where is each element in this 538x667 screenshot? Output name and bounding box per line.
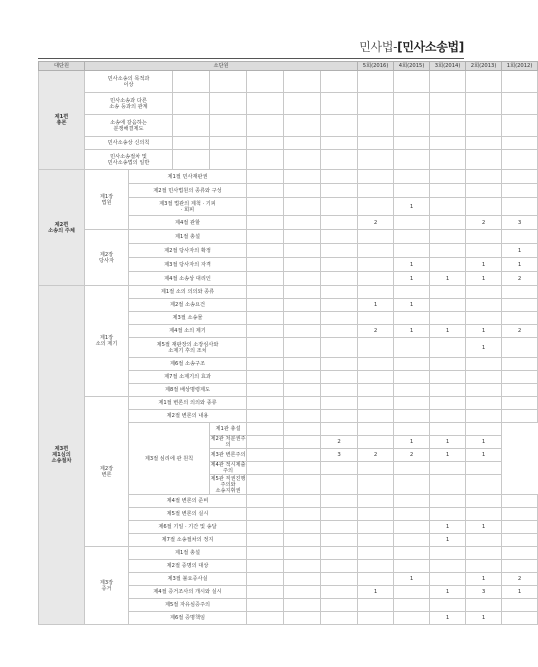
year-count [466,534,502,547]
year-count [502,521,538,534]
year-count [394,462,430,475]
year-count [466,115,502,137]
row-label: 제5절 변론의 실시 [129,508,247,521]
table-row [39,286,538,299]
year-count [394,137,430,150]
year-count [394,170,430,184]
year-count [466,150,502,170]
row-label: 제6절 증명책임 [129,612,247,625]
year-count [430,475,466,495]
year-count [358,560,394,573]
year-count [502,384,538,397]
year-count [430,560,466,573]
row-label: 제8절 배상명령제도 [129,384,247,397]
year-count [394,312,430,325]
table-row [39,547,538,560]
exam-frequency-table [38,61,538,625]
year-count [394,599,430,612]
year-count: 1 [430,521,466,534]
table-row [39,137,538,150]
year-count [502,508,538,521]
year-count [430,115,466,137]
year-count [394,150,430,170]
year-count: 1 [358,586,394,599]
year-count [466,462,502,475]
year-count [502,560,538,573]
year-count [358,184,394,198]
row-label: 제1절 소의 의의와 종류 [129,286,247,299]
year-count [394,384,430,397]
row-label: 제5절 재판장의 소장심사와 소제기 후의 조치 [129,338,247,358]
year-count: 1 [466,573,502,586]
year-count [358,358,394,371]
year-count [394,93,430,115]
year-count [394,521,430,534]
year-count [430,150,466,170]
row-label: 제1절 변론의 의의와 종류 [129,397,247,410]
year-count [502,286,538,299]
year-count [394,547,430,560]
part-label: 제3편 제1심의 소송절차 [39,286,85,625]
row-label: 제4관 적시제출주의 [210,462,246,474]
page-title-prefix: 민사법- [359,40,398,54]
row-label: 제4절 소의 제기 [129,325,247,338]
year-count [502,358,538,371]
year-count [358,244,394,258]
year-count [394,338,430,358]
year-count [358,230,394,244]
year-count: 3 [321,449,358,462]
year-count [394,71,430,93]
year-count [430,244,466,258]
year-count [358,93,394,115]
header-part: 대단원 [39,62,85,71]
row-label: 민사소송과 다른 소송 등과의 관계 [85,93,173,115]
year-count [358,612,394,625]
row-label: 제2관 처분권주의 [210,436,246,448]
year-count: 1 [502,244,538,258]
year-count: 1 [466,612,502,625]
table-row [39,93,538,115]
year-count [358,137,394,150]
row-label: 제7절 소송절차의 정지 [129,534,247,547]
year-count [466,170,502,184]
row-label: 제2절 변론의 내용 [129,410,247,423]
year-count [394,586,430,599]
year-count [394,115,430,137]
year-count [466,599,502,612]
year-count: 2 [358,449,394,462]
year-count [394,230,430,244]
year-count [466,547,502,560]
year-count [466,184,502,198]
year-count: 2 [394,449,430,462]
row-label: 제1절 총설 [129,230,247,244]
year-count [466,423,502,436]
year-count [430,462,466,475]
year-count [358,410,394,423]
year-count [358,286,394,299]
year-count: 3 [466,586,502,599]
year-count: 1 [466,325,502,338]
table-row [39,115,538,137]
row-label: 제6절 소송구조 [129,358,247,371]
year-count [430,71,466,93]
year-count: 2 [466,216,502,230]
year-count [321,423,358,436]
year-count [358,71,394,93]
year-count: 1 [466,449,502,462]
year-count [358,170,394,184]
row-label: 소송에 갈음하는 분쟁해결제도 [85,115,173,137]
year-count [502,115,538,137]
chapter-label: 제3장 증거 [85,547,129,625]
year-count: 1 [430,436,466,449]
year-count [502,312,538,325]
year-count [502,599,538,612]
page-title-subject: [민사소송법] [397,40,464,54]
year-count [394,244,430,258]
section-label: 제3절 심리에 관 원칙 [129,423,210,495]
year-count: 1 [358,299,394,312]
year-count [430,547,466,560]
year-count [502,534,538,547]
year-count [321,462,358,475]
year-count [358,521,394,534]
year-count [430,397,466,410]
year-count [502,137,538,150]
header-year: 1회(2012) [502,62,538,71]
part-label: 제1편 총론 [39,71,85,170]
year-count [466,371,502,384]
chapter-label: 제1장 소의 제기 [85,286,129,397]
year-count [430,170,466,184]
year-count [502,410,538,423]
row-label: 제1절 총설 [129,547,247,560]
row-label: 민사소송의 목적과 이상 [85,71,173,93]
row-label: 민사소송절차 및 민사소송법의 일반 [85,150,173,170]
year-count [430,384,466,397]
year-count [502,547,538,560]
year-count: 1 [394,573,430,586]
year-count [466,475,502,495]
year-count [466,137,502,150]
header-year: 5회(2016) [358,62,394,71]
year-count [430,184,466,198]
year-count [466,93,502,115]
header-year: 4회(2015) [394,62,430,71]
year-count [394,560,430,573]
year-count [502,495,538,508]
row-label: 제6절 기일 · 기간 및 송달 [129,521,247,534]
year-count: 1 [394,436,430,449]
year-count [466,560,502,573]
year-count [358,371,394,384]
year-count [358,547,394,560]
year-count [394,612,430,625]
year-count [466,397,502,410]
table-row [39,170,538,184]
year-count [502,371,538,384]
year-count [358,534,394,547]
row-label: 제4절 증거조사의 개시와 실시 [129,586,247,599]
year-count [502,198,538,216]
row-label: 제1관 총설 [210,423,247,436]
year-count: 2 [502,272,538,286]
chapter-label: 제2장 변론 [85,397,129,547]
year-count [502,71,538,93]
row-label: 제4절 소송상 대리인 [129,272,247,286]
year-count [430,495,466,508]
year-count [358,338,394,358]
year-count: 1 [466,436,502,449]
year-count [466,358,502,371]
header-unit: 소단원 [85,62,358,71]
year-count: 1 [430,534,466,547]
year-count [394,216,430,230]
year-count [430,312,466,325]
year-count [502,338,538,358]
year-count [466,198,502,216]
header-year: 3회(2014) [430,62,466,71]
year-count [430,216,466,230]
row-label: 제3절 당사자의 자격 [129,258,247,272]
year-count [430,508,466,521]
table-header-row [39,62,538,71]
year-count [466,244,502,258]
row-label: 민사소송상 신의칙 [85,137,173,150]
year-count [430,137,466,150]
year-count [430,371,466,384]
year-count [466,230,502,244]
year-count: 1 [430,325,466,338]
row-label: 제1절 민사재판권 [129,170,247,184]
year-count [430,573,466,586]
year-count [394,184,430,198]
year-count [358,150,394,170]
year-count [394,410,430,423]
year-count [430,599,466,612]
year-count [430,198,466,216]
year-count [358,312,394,325]
year-count [466,71,502,93]
year-count [430,338,466,358]
year-count [394,423,430,436]
year-count [502,150,538,170]
year-count [466,312,502,325]
year-count [394,397,430,410]
year-count [430,358,466,371]
part-label: 제2편 소송의 주체 [39,170,85,286]
year-count [358,397,394,410]
year-count [430,410,466,423]
year-count [502,230,538,244]
year-count [358,272,394,286]
year-count [394,495,430,508]
table-row [39,230,538,244]
row-label: 제4절 변론의 준비 [129,495,247,508]
year-count: 1 [430,449,466,462]
year-count [502,397,538,410]
year-count [358,508,394,521]
year-count [358,462,394,475]
year-count: 1 [466,521,502,534]
row-label: 제7절 소제기의 효과 [129,371,247,384]
year-count [466,384,502,397]
year-count: 2 [502,573,538,586]
row-label: 제2절 소송요건 [129,299,247,312]
year-count [358,436,394,449]
year-count [358,573,394,586]
year-count: 1 [466,272,502,286]
table-row [39,150,538,170]
row-label: 제5관 직권진행주의와 소송지휘권 [210,475,246,494]
year-count [358,198,394,216]
year-count [394,534,430,547]
year-count: 2 [358,216,394,230]
row-label: 제2절 민사법원의 종류와 구성 [129,184,247,198]
year-count: 1 [394,325,430,338]
year-count [394,508,430,521]
row-label: 제3절 법관의 제척 · 기피 · 회피 [129,198,247,216]
year-count [358,599,394,612]
year-count [358,384,394,397]
year-count: 1 [466,338,502,358]
year-count [430,286,466,299]
year-count [394,286,430,299]
year-count [358,258,394,272]
year-count: 1 [430,612,466,625]
year-count [430,299,466,312]
chapter-label: 제2장 당사자 [85,230,129,286]
year-count: 2 [502,325,538,338]
page-title [359,38,464,55]
year-count [430,93,466,115]
year-count [430,230,466,244]
year-count [466,495,502,508]
year-count [321,475,358,495]
year-count [502,170,538,184]
year-count [466,286,502,299]
year-count [394,371,430,384]
table-row [39,71,538,93]
year-count [430,258,466,272]
year-count [466,508,502,521]
year-count: 1 [502,586,538,599]
year-count: 2 [358,325,394,338]
year-count [394,358,430,371]
year-count: 2 [321,436,358,449]
year-count [502,612,538,625]
year-count: 1 [394,272,430,286]
row-label: 제3관 변론주의 [210,449,247,462]
year-count: 1 [466,258,502,272]
year-count [466,410,502,423]
year-count: 1 [502,258,538,272]
year-count: 1 [430,272,466,286]
year-count: 3 [502,216,538,230]
year-count [502,299,538,312]
year-count [358,423,394,436]
year-count [394,475,430,495]
title-rule [38,58,464,59]
table-row [39,397,538,410]
header-year: 2회(2013) [466,62,502,71]
row-label: 제5절 자유심증주의 [129,599,247,612]
year-count: 1 [430,586,466,599]
row-label: 제4절 관할 [129,216,247,230]
year-count [358,115,394,137]
year-count [466,299,502,312]
chapter-label: 제1장 법원 [85,170,129,230]
year-count: 1 [394,258,430,272]
year-count [358,495,394,508]
year-count [430,423,466,436]
year-count [358,475,394,495]
year-count [502,93,538,115]
year-count: 1 [394,198,430,216]
year-count: 1 [394,299,430,312]
row-label: 제3절 소송물 [129,312,247,325]
row-label: 제2절 증명의 대상 [129,560,247,573]
year-count [502,184,538,198]
row-label: 제3절 불요증사실 [129,573,247,586]
row-label: 제2절 당사자의 확정 [129,244,247,258]
